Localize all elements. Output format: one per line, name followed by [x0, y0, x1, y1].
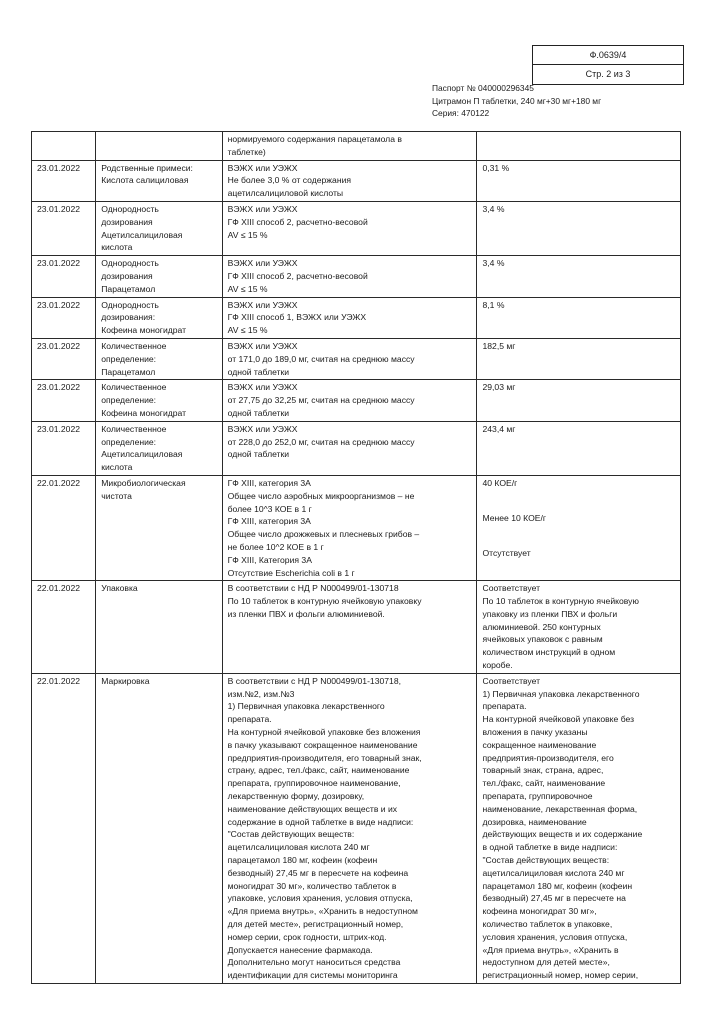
method-line: от 27,75 до 32,25 мг, считая на среднюю массу [227, 395, 415, 406]
test-name-line: определение: [101, 353, 157, 364]
method-line: ГФ XIII способ 1, ВЭЖХ или УЭЖХ [227, 312, 367, 323]
test-name-cell [96, 380, 222, 421]
result-line: сокращенное наименование [482, 739, 597, 750]
test-name-line: Однородность [101, 258, 159, 269]
result-line: 1) Первичная упаковка лекарственного [482, 688, 640, 699]
method-line: ГФ XIII, категория 3А [227, 516, 311, 527]
result-line: алюминиевой. 250 контурных [482, 621, 601, 632]
method-line: AV ≤ 15 % [227, 283, 268, 294]
result-line: недоступном для детей месте», [482, 957, 610, 968]
method-line: ВЭЖХ или УЭЖХ [227, 423, 298, 434]
test-name-line: дозирования [101, 216, 153, 227]
table-row [32, 201, 681, 255]
method-line: номер серии, срок годности, штрих-код. [227, 931, 387, 942]
result-line: Отсутствует [482, 547, 531, 558]
test-date: 23.01.2022 [37, 299, 81, 310]
result-line: препарата. [482, 701, 527, 712]
passport-number: Паспорт № 040000296345 [432, 83, 534, 93]
method-line: 1) Первичная упаковка лекарственного [227, 701, 385, 712]
page-number: Стр. 2 из 3 [533, 64, 683, 83]
result-line: 29,03 мг [482, 382, 516, 393]
method-cell [222, 338, 477, 379]
series-number: Серия: 470122 [432, 108, 490, 119]
document-header [432, 82, 601, 120]
method-line: одной таблетки [227, 366, 290, 377]
table-row [32, 421, 681, 475]
test-name-line: Ацетилсалициловая [101, 449, 183, 460]
result-cell [477, 256, 681, 297]
method-cell [222, 475, 477, 580]
test-date: 23.01.2022 [37, 382, 81, 393]
test-name-line: Кофеина моногидрат [101, 407, 187, 418]
test-name-line: Однородность [101, 299, 159, 310]
test-name-cell [96, 338, 222, 379]
result-line: Менее 10 КОЕ/г [482, 512, 547, 523]
method-line: от 228,0 до 252,0 мг, считая на среднюю массу [227, 436, 415, 447]
result-line: тел./факс, сайт, наименование [482, 778, 606, 789]
result-line: 3,4 % [482, 258, 505, 269]
test-name-cell [96, 201, 222, 255]
method-line: "Состав действующих веществ: [227, 829, 355, 840]
test-name-line: Ацетилсалициловая [101, 229, 183, 240]
result-line: кофеина моногидрат 30 мг», [482, 906, 597, 917]
method-line: ГФ XIII способ 2, расчетно-весовой [227, 216, 368, 227]
form-number-box [532, 45, 684, 85]
test-date: 23.01.2022 [37, 162, 81, 173]
method-cell [222, 132, 477, 161]
method-line: ВЭЖХ или УЭЖХ [227, 299, 298, 310]
method-line: безводный) 27,45 мг в пересчете на кофеина [227, 867, 409, 878]
method-line: для детей месте», регистрационный номер, [227, 919, 404, 930]
test-name-cell [96, 160, 222, 201]
method-line: Общее число дрожжевых и плесневых грибов – [227, 529, 420, 540]
test-name-cell [96, 256, 222, 297]
test-name-line: Парацетамол [101, 283, 156, 294]
method-line: ВЭЖХ или УЭЖХ [227, 162, 298, 173]
method-line: более 10^3 КОЕ в 1 г [227, 503, 312, 514]
table-row [32, 297, 681, 338]
result-line: условия хранения, условия отпуска, [482, 931, 628, 942]
method-line: таблетке) [227, 146, 266, 157]
result-line: 243,4 мг [482, 423, 516, 434]
method-line: ВЭЖХ или УЭЖХ [227, 382, 298, 393]
result-line: "Состав действующих веществ: [482, 855, 610, 866]
method-line: Отсутствие Escherichia coli в 1 г [227, 567, 355, 578]
date-cell [32, 673, 96, 983]
result-line: вложения в пачку указаны [482, 727, 588, 738]
method-line: ВЭЖХ или УЭЖХ [227, 258, 298, 269]
result-cell [477, 380, 681, 421]
test-name-cell [96, 297, 222, 338]
test-name-line: Однородность [101, 203, 159, 214]
result-line: 8,1 % [482, 299, 505, 310]
result-line: дозировка, наименование [482, 816, 587, 827]
result-line: количество таблеток в упаковке, [482, 919, 613, 930]
result-line: Соответствует [482, 583, 541, 594]
method-line: лекарственную форму, дозировку, [227, 791, 365, 802]
test-date: 22.01.2022 [37, 477, 81, 488]
quality-control-table [31, 131, 681, 984]
test-date: 23.01.2022 [37, 203, 81, 214]
test-name-line: кислота [101, 242, 133, 253]
result-cell [477, 673, 681, 983]
method-line: Дополнительно могут наноситься средства [227, 957, 401, 968]
test-name-line: Количественное [101, 340, 167, 351]
result-line: 0,31 % [482, 162, 510, 173]
method-line: моногидрат 30 мг», количество таблеток в [227, 880, 397, 891]
result-line: товарный знак, страна, адрес, [482, 765, 604, 776]
result-line: ячейковых упаковок с равным [482, 634, 603, 645]
result-line: По 10 таблеток в контурную ячейковую [482, 596, 639, 607]
result-line: коробе. [482, 660, 513, 671]
result-line: На контурной ячейковой упаковке без [482, 714, 635, 725]
table-row [32, 581, 681, 674]
result-line: упаковку из пленки ПВХ и фольги [482, 608, 618, 619]
method-line: из пленки ПВХ и фольги алюминиевой. [227, 608, 385, 619]
date-cell [32, 380, 96, 421]
method-line: ГФ XIII способ 2, расчетно-весовой [227, 270, 368, 281]
table-row [32, 160, 681, 201]
result-cell [477, 421, 681, 475]
method-line: AV ≤ 15 % [227, 325, 268, 336]
method-line: ацетилсалициловая кислота 240 мг [227, 842, 370, 853]
test-name-line: Количественное [101, 423, 167, 434]
method-line: препарата. [227, 714, 272, 725]
method-cell [222, 581, 477, 674]
result-line: Соответствует [482, 675, 541, 686]
table-row [32, 380, 681, 421]
result-line: количеством инструкций в одном [482, 647, 616, 658]
test-date: 22.01.2022 [37, 675, 81, 686]
test-name-line: Маркировка [101, 675, 150, 686]
table-row [32, 132, 681, 161]
method-cell [222, 256, 477, 297]
form-number: Ф.0639/4 [589, 50, 627, 60]
method-line: наименование действующих веществ и их [227, 803, 398, 814]
date-cell [32, 160, 96, 201]
method-line: ГФ XIII, Категория 3А [227, 554, 312, 565]
product-name: Цитрамон П таблетки, 240 мг+30 мг+180 мг [432, 95, 602, 106]
result-line: «Для приема внутрь», «Хранить в [482, 944, 619, 955]
method-line: ВЭЖХ или УЭЖХ [227, 340, 298, 351]
date-cell [32, 256, 96, 297]
result-line: 3,4 % [482, 203, 505, 214]
result-cell [477, 338, 681, 379]
result-line: предприятия-производителя, его [482, 752, 614, 763]
table-row [32, 338, 681, 379]
method-line: идентификации для системы мониторинга [227, 970, 398, 981]
result-line: регистрационный номер, номер серии, [482, 970, 639, 981]
method-line: в пачку указывают сокращенное наименование [227, 739, 418, 750]
method-line: содержание в одной таблетке в виде надписи: [227, 816, 414, 827]
method-line: Не более 3,0 % от содержания [227, 175, 352, 186]
result-line: препарата, группировочное [482, 791, 593, 802]
method-line: изм.№2, изм.№3 [227, 688, 295, 699]
method-cell [222, 297, 477, 338]
date-cell [32, 338, 96, 379]
result-line: 40 КОЕ/г [482, 477, 518, 488]
test-name-line: кислота [101, 462, 133, 473]
method-line: На контурной ячейковой упаковке без вложения [227, 727, 421, 738]
method-line: страну, адрес, тел./факс, сайт, наименование [227, 765, 410, 776]
result-line: безводный) 27,45 мг в пересчете на [482, 893, 626, 904]
result-line: в одной таблетке в виде надписи: [482, 842, 618, 853]
method-line: По 10 таблеток в контурную ячейковую упаковку [227, 596, 422, 607]
method-line: ВЭЖХ или УЭЖХ [227, 203, 298, 214]
result-cell [477, 581, 681, 674]
test-name-line: Парацетамол [101, 366, 156, 377]
test-date: 23.01.2022 [37, 258, 81, 269]
test-name-line: Микробиологическая [101, 477, 186, 488]
test-name-line: определение: [101, 395, 157, 406]
method-line: нормируемого содержания парацетамола в [227, 134, 402, 144]
test-date: 22.01.2022 [37, 583, 81, 594]
method-line: предприятия-производителя, его товарный знак, [227, 752, 422, 763]
test-name-line: Кофеина моногидрат [101, 325, 187, 336]
result-cell [477, 297, 681, 338]
test-name-cell [96, 421, 222, 475]
test-name-cell [96, 475, 222, 580]
test-name-cell [96, 581, 222, 674]
date-cell [32, 421, 96, 475]
date-cell [32, 132, 96, 161]
date-cell [32, 581, 96, 674]
method-line: от 171,0 до 189,0 мг, считая на среднюю массу [227, 353, 415, 364]
test-name-line: определение: [101, 436, 157, 447]
result-cell [477, 201, 681, 255]
method-line: упаковке, условия хранения, условия отпуска, [227, 893, 413, 904]
test-name-line: чистота [101, 490, 132, 501]
method-line: одной таблетки [227, 449, 290, 460]
test-name-line: дозирования [101, 270, 153, 281]
test-date: 23.01.2022 [37, 423, 81, 434]
method-line: В соответствии с НД Р N000499/01-130718 [227, 583, 399, 594]
table-row [32, 256, 681, 297]
table-row [32, 475, 681, 580]
result-cell [477, 160, 681, 201]
test-name-cell [96, 673, 222, 983]
method-cell [222, 421, 477, 475]
test-name-line: Упаковка [101, 583, 138, 594]
date-cell [32, 475, 96, 580]
result-cell [477, 132, 681, 161]
date-cell [32, 201, 96, 255]
result-line: наименование, лекарственная форма, [482, 803, 638, 814]
method-line: Общее число аэробных микроорганизмов – не [227, 490, 415, 501]
method-cell [222, 160, 477, 201]
method-cell [222, 380, 477, 421]
test-date: 23.01.2022 [37, 340, 81, 351]
table-row [32, 673, 681, 983]
method-cell [222, 201, 477, 255]
method-line: одной таблетки [227, 407, 290, 418]
test-name-line: Родственные примеси: [101, 162, 193, 173]
result-cell [477, 475, 681, 580]
result-line: парацетамол 180 мг, кофеин (кофеин [482, 880, 633, 891]
test-name-line: дозирования: [101, 312, 156, 323]
method-line: парацетамол 180 мг, кофеин (кофеин [227, 855, 378, 866]
date-cell [32, 297, 96, 338]
result-line: действующих веществ и их содержание [482, 829, 643, 840]
method-cell [222, 673, 477, 983]
method-line: Допускается нанесение фармакода. [227, 944, 373, 955]
method-line: ГФ XIII, категория 3А [227, 477, 311, 488]
result-line: ацетилсалициловая кислота 240 мг [482, 867, 625, 878]
method-line: AV ≤ 15 % [227, 229, 268, 240]
result-line: 182,5 мг [482, 340, 516, 351]
test-name-cell [96, 132, 222, 161]
method-line: не более 10^2 КОЕ в 1 г [227, 541, 324, 552]
method-line: ацетилсалициловой кислоты [227, 188, 344, 199]
test-name-line: Кислота салициловая [101, 175, 189, 186]
method-line: «Для приема внутрь», «Хранить в недоступном [227, 906, 418, 917]
method-line: препарата, группировочное наименование, [227, 778, 401, 789]
method-line: В соответствии с НД Р N000499/01-130718, [227, 675, 401, 686]
test-name-line: Количественное [101, 382, 167, 393]
